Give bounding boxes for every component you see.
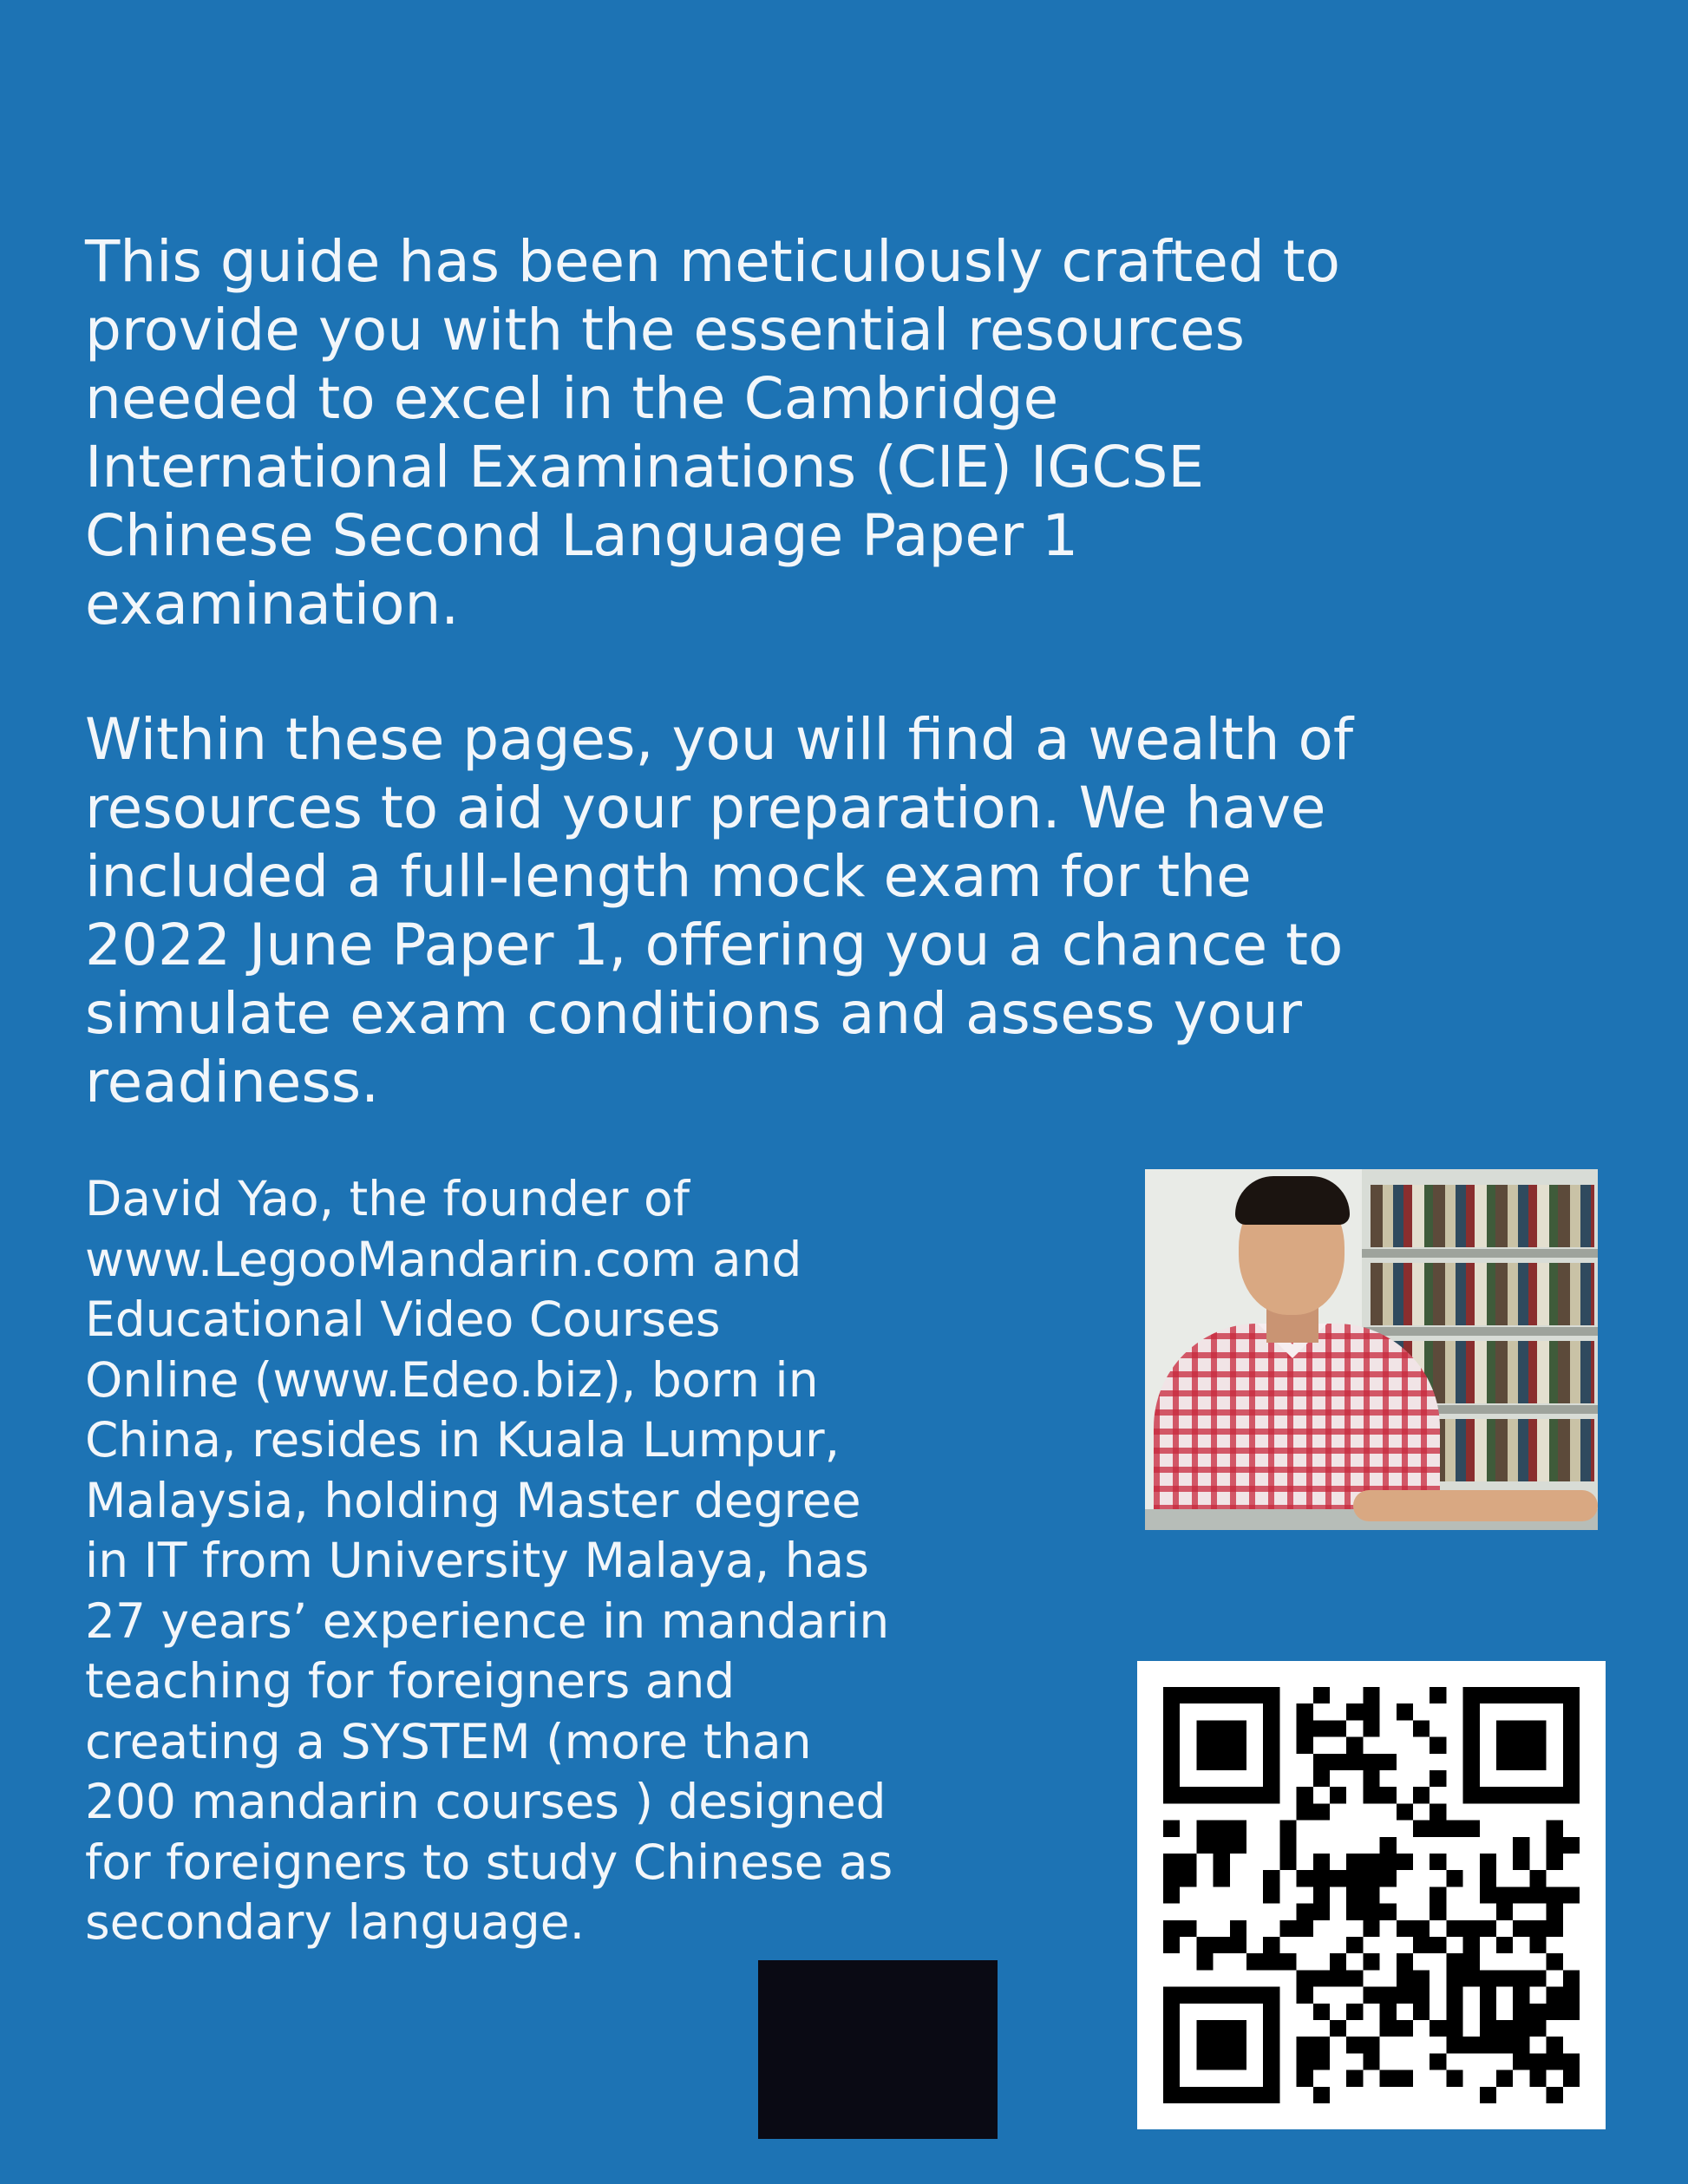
resources-line: resources to aid your preparation. We have <box>85 775 1326 841</box>
author-bio-line: Educational Video Courses <box>85 1291 721 1347</box>
author-bio-line: 200 mandarin courses ) designed <box>85 1774 887 1829</box>
author-bio-line: for foreigners to study Chinese as <box>85 1834 893 1890</box>
resources-line: readiness. <box>85 1049 380 1115</box>
author-bio-line: China, resides in Kuala Lumpur, <box>85 1412 841 1468</box>
author-bio <box>85 1169 893 1953</box>
author-bio-line: Online (www.Edeo.biz), born in <box>85 1351 819 1408</box>
intro-line: examination. <box>85 571 460 638</box>
book-row <box>1371 1263 1594 1325</box>
author-bio-line: David Yao, the founder of <box>85 1171 690 1226</box>
shelf-board <box>1362 1327 1598 1336</box>
author-photo <box>1145 1169 1598 1530</box>
author-bio-line: Malaysia, holding Master degree <box>85 1472 861 1528</box>
author-bio-line: secondary language. <box>85 1894 586 1950</box>
hair <box>1235 1176 1350 1225</box>
book-row <box>1371 1185 1594 1247</box>
author-bio-line: in IT from University Malaya, has <box>85 1533 869 1588</box>
barcode-placeholder <box>758 1960 998 2139</box>
shelf-board <box>1362 1249 1598 1258</box>
author-bio-line: teaching for foreigners and <box>85 1653 736 1709</box>
author-bio-line: 27 years’ experience in mandarin <box>85 1592 890 1649</box>
author-bio-line: creating a SYSTEM (more than <box>85 1713 812 1769</box>
arm <box>1353 1490 1598 1521</box>
resources-line: 2022 June Paper 1, offering you a chance to <box>85 912 1344 978</box>
resources-line: Within these pages, you will find a wealth of <box>85 706 1354 773</box>
qr-code-icon <box>1163 1687 1580 2103</box>
intro-line: needed to excel in the Cambridge <box>85 365 1059 432</box>
resources-paragraph <box>85 705 1353 1116</box>
intro-line: provide you with the essential resources <box>85 297 1246 363</box>
qr-code <box>1137 1661 1606 2129</box>
resources-line: simulate exam conditions and assess your <box>85 980 1302 1047</box>
resources-line: included a full-length mock exam for the <box>85 843 1252 910</box>
intro-line: This guide has been meticulously crafted to <box>85 228 1341 295</box>
author-bio-line: www.LegooMandarin.com and <box>85 1231 802 1287</box>
intro-line: International Examinations (CIE) IGCSE <box>85 434 1205 500</box>
intro-paragraph <box>85 227 1340 638</box>
intro-line: Chinese Second Language Paper 1 <box>85 502 1079 569</box>
